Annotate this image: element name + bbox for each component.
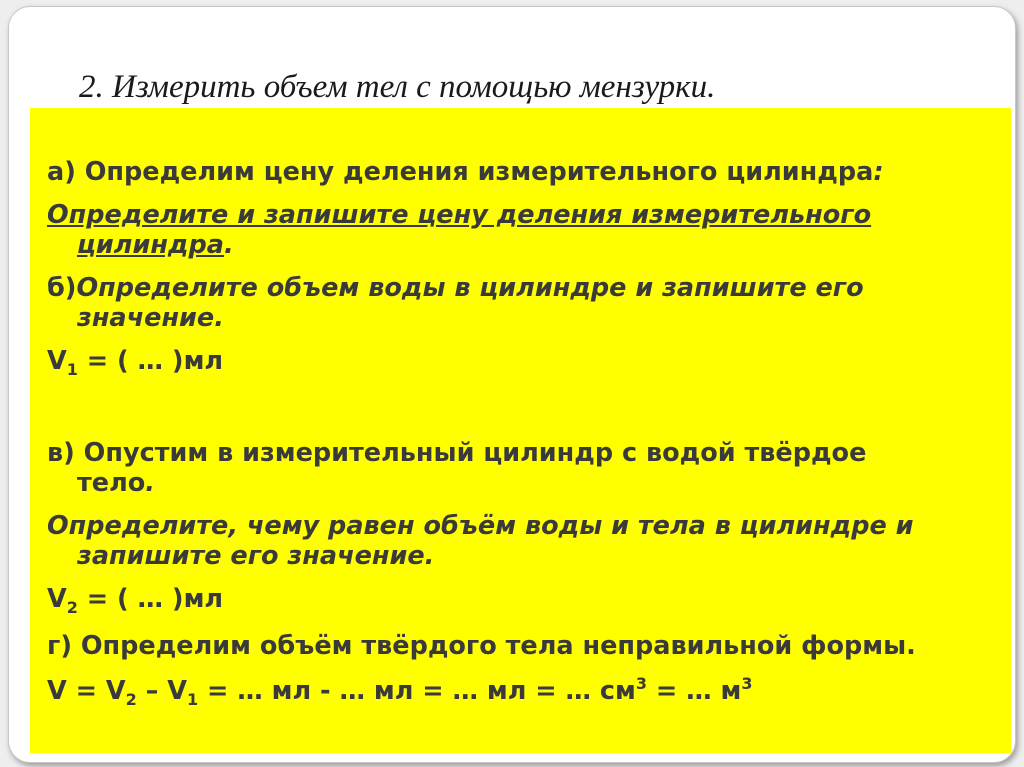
item-a-task-line-1: Определите и запишите цену деления измерительного [47, 200, 872, 230]
item-d: г) Определим объём твёрдого тела неправильной формы. [47, 631, 916, 661]
slide-title: 2. Измерить объем тел с помощью мензурки. [79, 69, 716, 105]
slide-frame [8, 6, 1016, 763]
v2-letter: V [47, 584, 67, 614]
formula-v-start: V = V [47, 676, 126, 706]
formula-v-minus: – V [136, 676, 187, 706]
item-c [47, 438, 997, 498]
item-b-prefix: б) [47, 273, 77, 303]
formula-m-sup: 3 [741, 674, 753, 693]
item-c-line-1: в) Опустим в измерительный цилиндр с водой твёрдое [47, 438, 867, 468]
v2-rest: = ( … )мл [77, 584, 224, 614]
formula-v-sub-1: 1 [186, 690, 199, 709]
item-a-task-word: цилиндра [77, 230, 224, 260]
slide-content [47, 157, 997, 715]
formula-v-sub-2: 2 [125, 690, 137, 709]
formula-v-middle: = … мл - … мл = … мл = … см [198, 676, 636, 706]
formula-v1 [47, 346, 997, 385]
item-c-task-line-1: Определите, чему равен объём воды и тела в цилиндре и [47, 511, 914, 541]
item-a-task-dot: . [224, 230, 234, 260]
v1-subscript: 1 [66, 360, 78, 379]
item-a-heading-colon: : [873, 157, 884, 187]
item-a-task [47, 200, 997, 260]
item-c-task-line-2: запишите его значение. [77, 541, 435, 571]
formula-m: = … м [647, 676, 742, 706]
item-c-word: тело [77, 468, 146, 498]
formula-cm-sup: 3 [635, 674, 647, 693]
item-a-task-line-2 [47, 230, 997, 260]
v1-rest: = ( … )мл [77, 346, 224, 376]
item-c-dot: . [145, 468, 155, 498]
formula-v [47, 669, 997, 715]
item-b-text-1: Определите объем воды в цилиндре и запишите его [76, 273, 864, 303]
item-c-task [47, 511, 997, 571]
v2-subscript: 2 [66, 598, 78, 617]
item-a-heading-text: а) Определим цену деления измерительного цилиндра [47, 157, 874, 187]
item-b [47, 273, 997, 333]
item-b-line-1 [47, 273, 997, 303]
formula-v2 [47, 584, 997, 623]
item-a-heading [47, 157, 997, 187]
item-b-line-2: значение. [77, 303, 224, 333]
v1-letter: V [47, 346, 67, 376]
item-c-line-2 [47, 468, 997, 498]
